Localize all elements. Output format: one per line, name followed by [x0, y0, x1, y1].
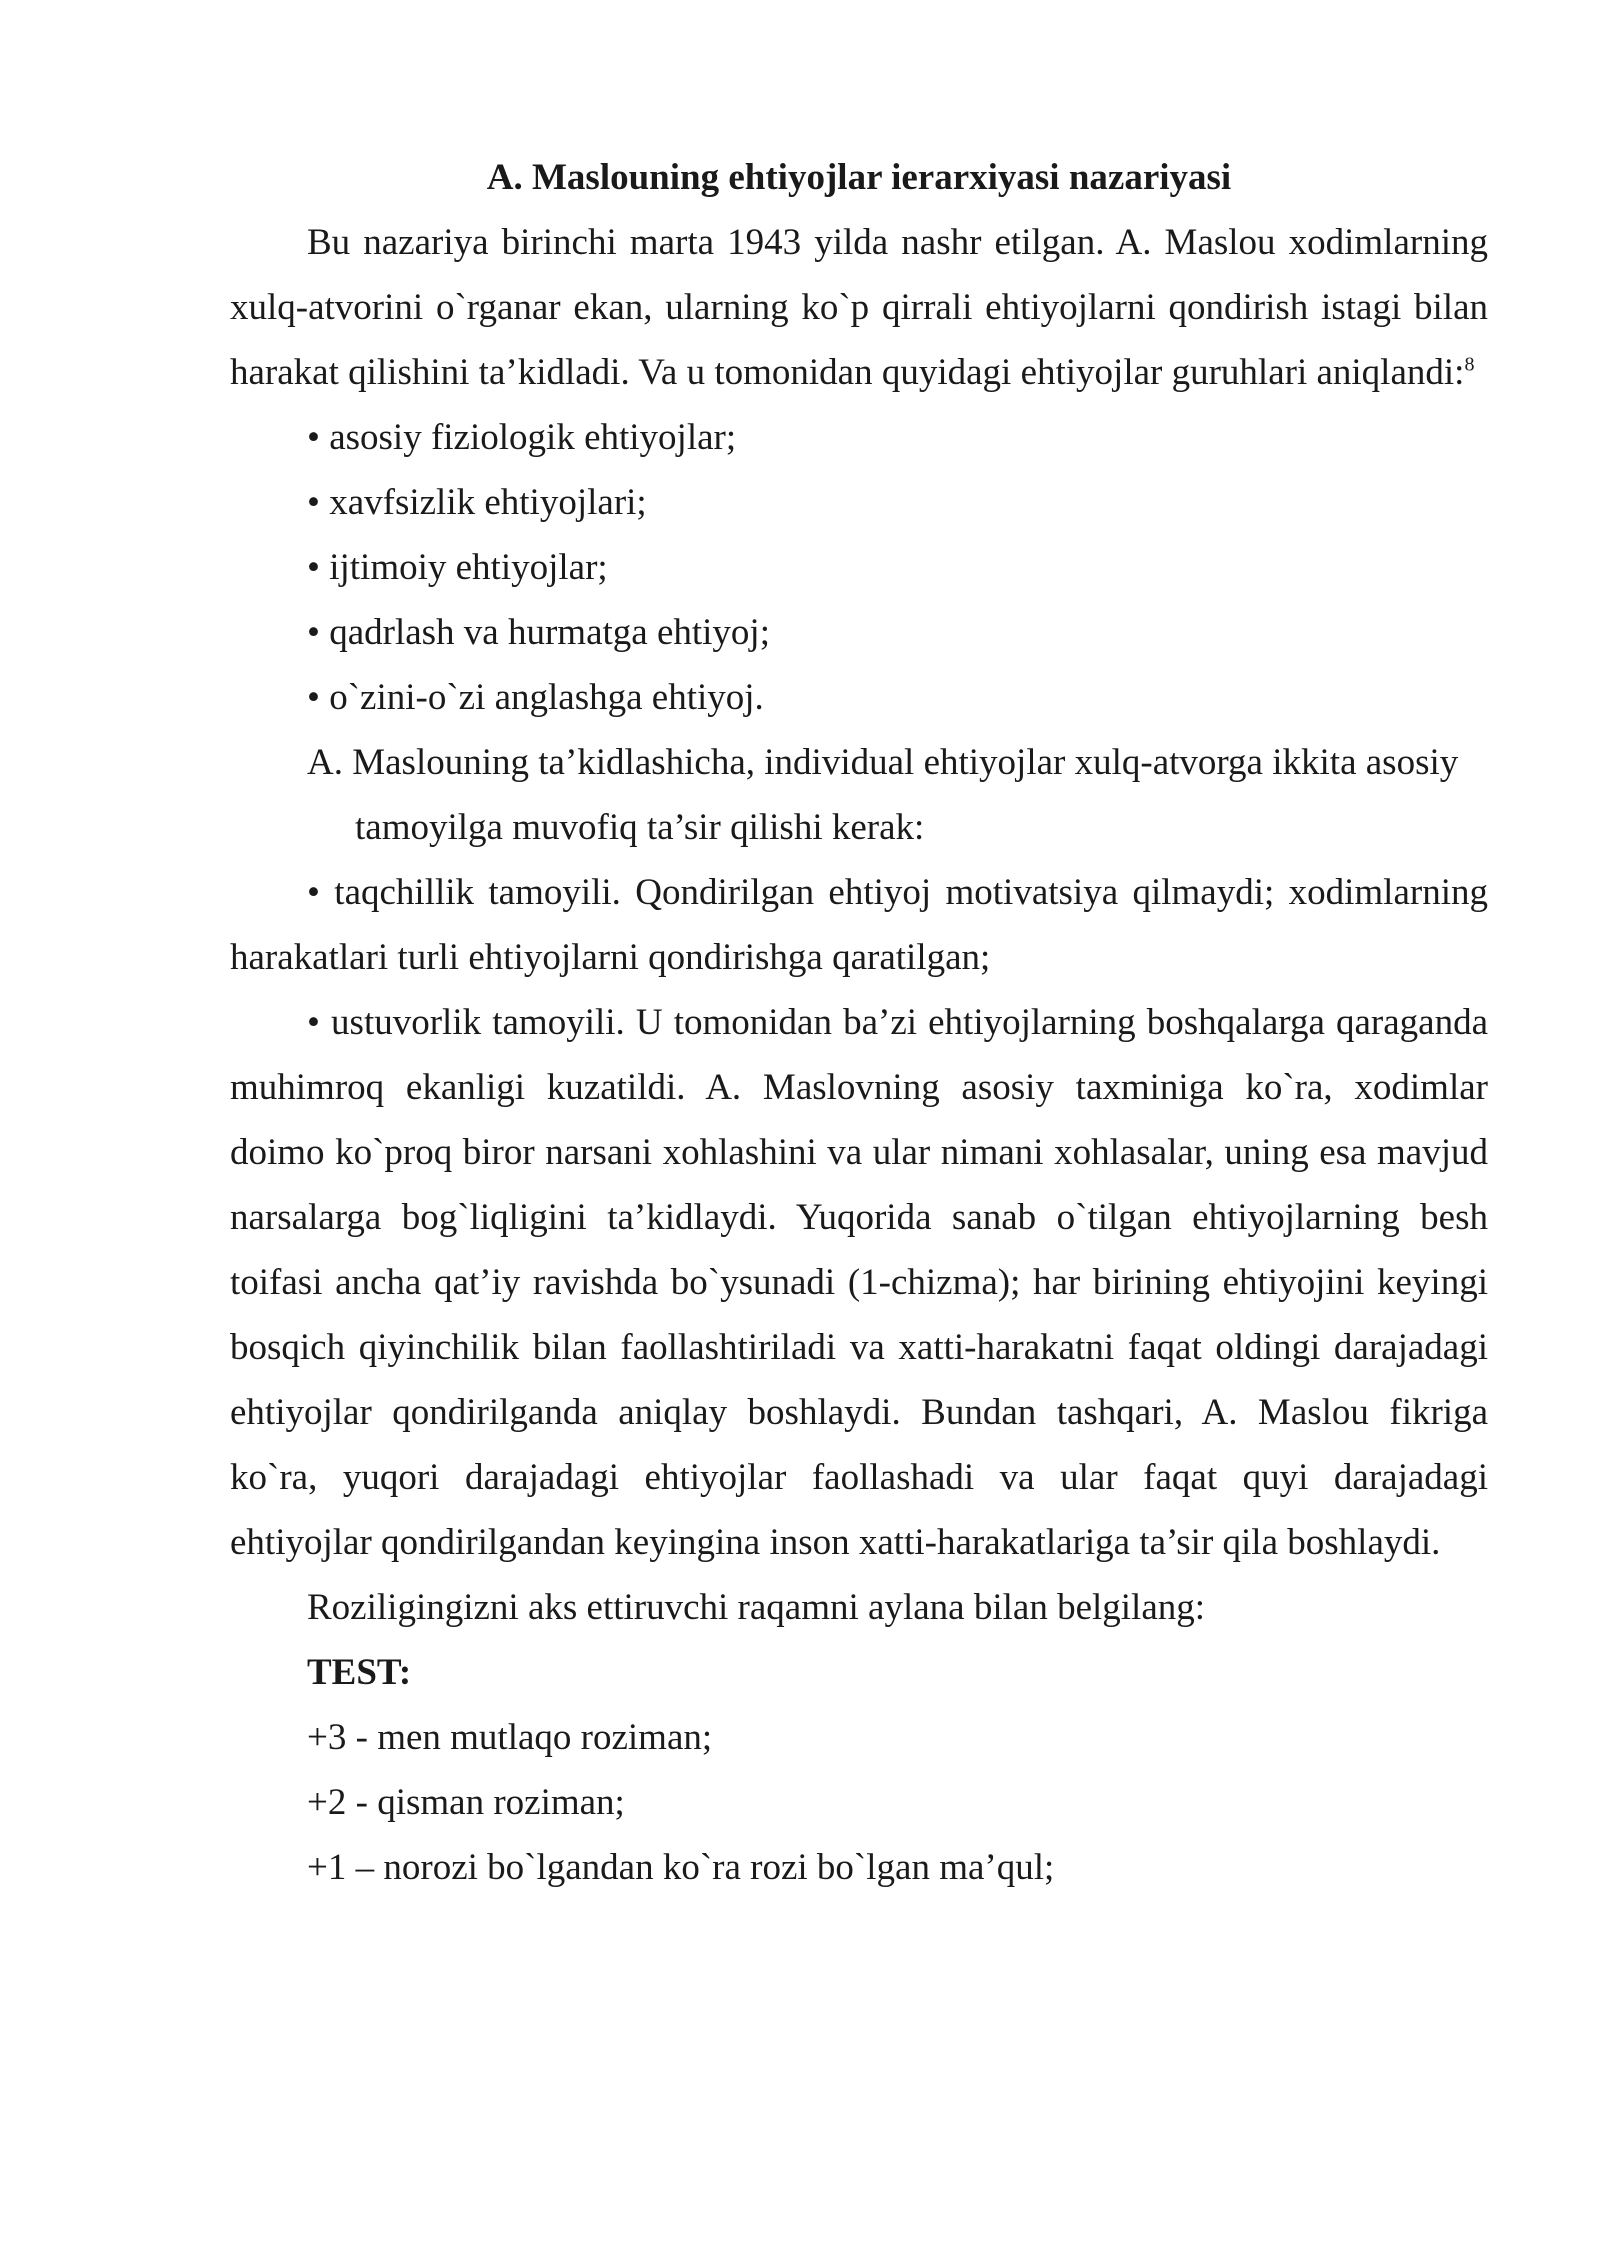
- footnote-marker: 8: [1464, 353, 1475, 376]
- needs-item: • xavfsizlik ehtiyojlari;: [307, 482, 647, 523]
- scale-item: +3 - men mutlaqo roziman;: [307, 1717, 713, 1758]
- needs-item: • ijtimoiy ehtiyojlar;: [307, 547, 608, 588]
- needs-item: • asosiy fiziologik ehtiyojlar;: [307, 417, 737, 458]
- needs-item: • qadrlash va hurmatga ehtiyoj;: [307, 612, 770, 653]
- document-page: [230, 145, 1488, 1900]
- intro-text: Bu nazariya birinchi marta 1943 yilda nashr etilgan. A. Maslou xodimlarning xulq-atvorini o`rganar ekan, ularning ko`p qirrali ehtiyojlarni qondirish istagi bilan harakat qilishini ta’kidladi. Va u tomonidan quyidagi ehtiyojlar guruhlari aniqlandi:: [230, 222, 1488, 393]
- scale-item: +1 – norozi bo`lgandan ko`ra rozi bo`lgan ma’qul;: [307, 1847, 1055, 1888]
- page-title: A. Maslouning ehtiyojlar ierarxiyasi nazariyasi: [486, 157, 1232, 198]
- scale-item: +2 - qisman roziman;: [307, 1782, 625, 1823]
- principles-intro-line2: tamoyilga muvofiq ta’sir qilishi kerak:: [355, 807, 925, 848]
- principles-intro-line1: A. Maslouning ta’kidlashicha, individual ehtiyojlar xulq-atvorga ikkita asosiy: [307, 742, 1459, 783]
- intro-paragraph: [230, 210, 1488, 405]
- principle-deficit: • taqchillik tamoyili. Qondirilgan ehtiyoj motivatsiya qilmaydi; xodimlarning harakatlari turli ehtiyojlarni qondirishga qaratilgan;: [230, 872, 1488, 978]
- principle-priority: • ustuvorlik tamoyili. U tomonidan ba’zi ehtiyojlarning boshqalarga qaraganda muhimroq ekanligi kuzatildi. A. Maslovning asosiy taxminiga ko`ra, xodimlar doimo ko`proq biror narsani xohlashini va ular nimani xohlasalar, uning esa mavjud narsalarga bog`liqligini ta’kidlaydi. Yuqorida sanab o`tilgan ehtiyojlarning besh toifasi ancha qat’iy ravishda bo`ysunadi (1-chizma); har birining ehtiyojini keyingi bosqich qiyinchilik bilan faollashtiriladi va xatti-harakatni faqat oldingi darajadagi ehtiyojlar qondirilganda aniqlay boshlaydi. Bundan tashqari, A. Maslou fikriga ko`ra, yuqori darajadagi ehtiyojlar faollashadi va ular faqat quyi darajadagi ehtiyojlar qondirilgandan keyingina inson xatti-harakatlariga ta’sir qila boshlaydi.: [230, 1002, 1488, 1563]
- needs-item: • o`zini-o`zi anglashga ehtiyoj.: [307, 677, 764, 718]
- test-label: TEST:: [307, 1652, 412, 1693]
- instruction-text: Roziligingizni aks ettiruvchi raqamni aylana bilan belgilang:: [307, 1587, 1206, 1628]
